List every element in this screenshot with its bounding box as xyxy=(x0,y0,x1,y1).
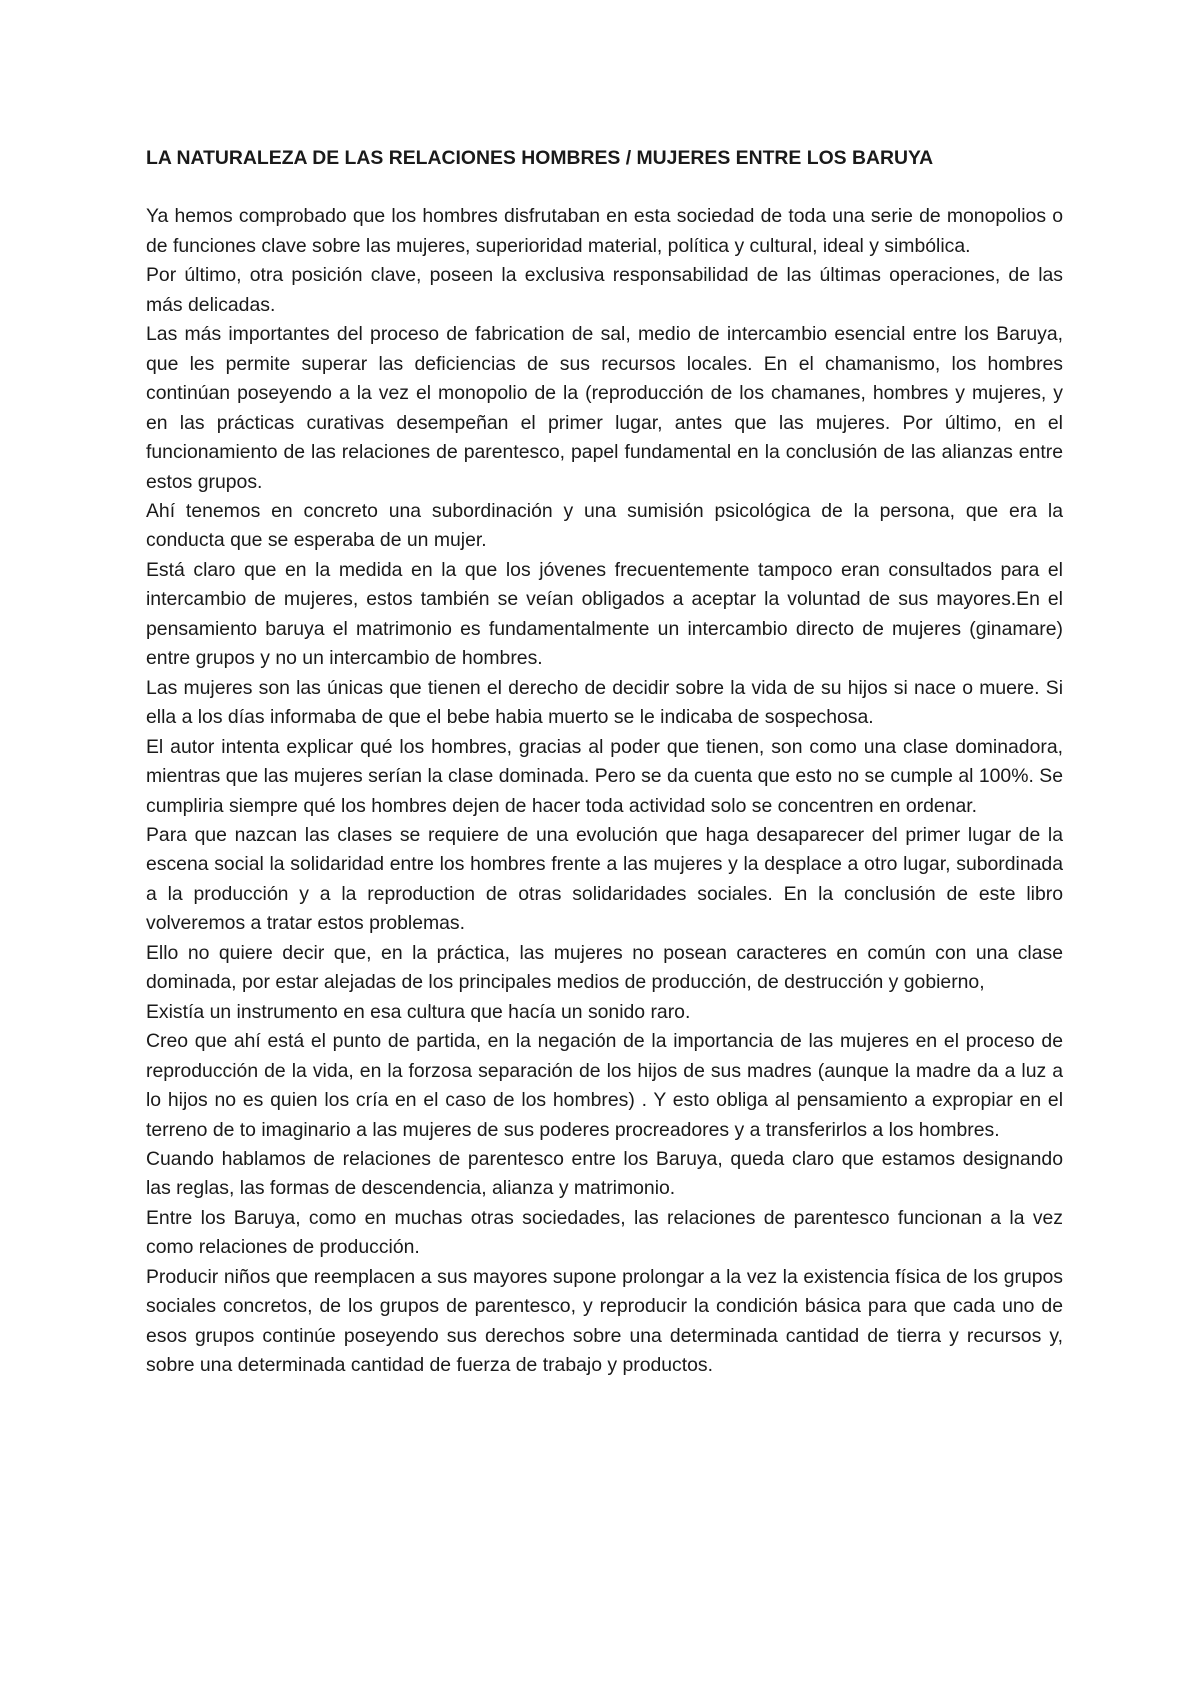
document-body xyxy=(146,144,1063,1381)
paragraph-9: Ello no quiere decir que, en la práctica, las mujeres no posean caracteres en común con una clase dominada, por estar alejadas de los principales medios de producción, de destrucción y gobierno, xyxy=(146,941,1063,994)
paragraph-4: Ahí tenemos en concreto una subordinación y una sumisión psicológica de la persona, que era la conducta que se esperaba de un mujer. xyxy=(146,499,1063,552)
paragraph-13: Entre los Baruya, como en muchas otras sociedades, las relaciones de parentesco funcionan a la vez como relaciones de producción. xyxy=(146,1206,1063,1259)
paragraph-10: Existía un instrumento en esa cultura que hacía un sonido raro. xyxy=(146,1000,691,1023)
paragraph-12: Cuando hablamos de relaciones de parentesco entre los Baruya, queda claro que estamos designando las reglas, las formas de descendencia, alianza y matrimonio. xyxy=(146,1147,1063,1200)
paragraph-8: Para que nazcan las clases se requiere de una evolución que haga desaparecer del primer lugar de la escena social la solidaridad entre los hombres frente a las mujeres y la desplace a otro lugar, subordinada a la producción y a la reproduction de otras solidaridades sociales. En la conclusión de este libro volveremos a tratar estos problemas. xyxy=(146,823,1063,935)
paragraph-2: Por último, otra posición clave, poseen la exclusiva responsabilidad de las últimas operaciones, de las más delicadas. xyxy=(146,264,1063,316)
paragraph-1: Ya hemos comprobado que los hombres disfrutaban en esta sociedad de toda una serie de monopolios o de funciones clave sobre las mujeres, superioridad material, política y cultural, ideal y simbólica. xyxy=(146,205,1063,257)
document-title: LA NATURALEZA DE LAS RELACIONES HOMBRES / MUJERES ENTRE LOS BARUYA xyxy=(146,147,934,169)
paragraph-5: Está claro que en la medida en la que los jóvenes frecuentemente tampoco eran consultados para el intercambio de mujeres, estos también se veían obligados a aceptar la voluntad de sus mayores.En el pensamiento baruya el matrimonio es fundamentalmente un intercambio directo de mujeres (ginamare) entre grupos y no un intercambio de hombres. xyxy=(146,558,1063,670)
paragraph-7: El autor intenta explicar qué los hombres, gracias al poder que tienen, son como una clase dominadora, mientras que las mujeres serían la clase dominada. Pero se da cuenta que esto no se cumple al 100%. Se cumpliria siempre qué los hombres dejen de hacer toda actividad solo se concentren en ordenar. xyxy=(146,735,1063,817)
paragraph-11: Creo que ahí está el punto de partida, en la negación de la importancia de las mujeres en el proceso de reproducción de la vida, en la forzosa separación de los hijos de sus madres (aunque la madre da a luz a lo hijos no es quien los cría en el caso de los hombres) . Y esto obliga al pensamiento a expropiar en el terreno de to imaginario a las mujeres de sus poderes procreadores y a transferirlos a los hombres. xyxy=(146,1030,1063,1141)
paragraph-14: Producir niños que reemplacen a sus mayores supone prolongar a la vez la existencia física de los grupos sociales concretos, de los grupos de parentesco, y reproducir la condición básica para que cada uno de esos grupos continúe poseyendo sus derechos sobre una determinada cantidad de tierra y recursos y, sobre una determinada cantidad de fuerza de trabajo y productos. xyxy=(146,1265,1063,1377)
paragraph-3: Las más importantes del proceso de fabrication de sal, medio de intercambio esencial entre los Baruya, que les permite superar las deficiencias de sus recursos locales. En el chamanismo, los hombres continúan poseyendo a la vez el monopolio de la (reproducción de los chamanes, hombres y mujeres, y en las prácticas curativas desempeñan el primer lugar, antes que las mujeres. Por último, en el funcionamiento de las relaciones de parentesco, papel fundamental en la conclusión de las alianzas entre estos grupos. xyxy=(146,323,1063,493)
paragraph-6: Las mujeres son las únicas que tienen el derecho de decidir sobre la vida de su hijos si nace o muere. Si ella a los días informaba de que el bebe habia muerto se le indicaba de sospechosa. xyxy=(146,676,1063,729)
